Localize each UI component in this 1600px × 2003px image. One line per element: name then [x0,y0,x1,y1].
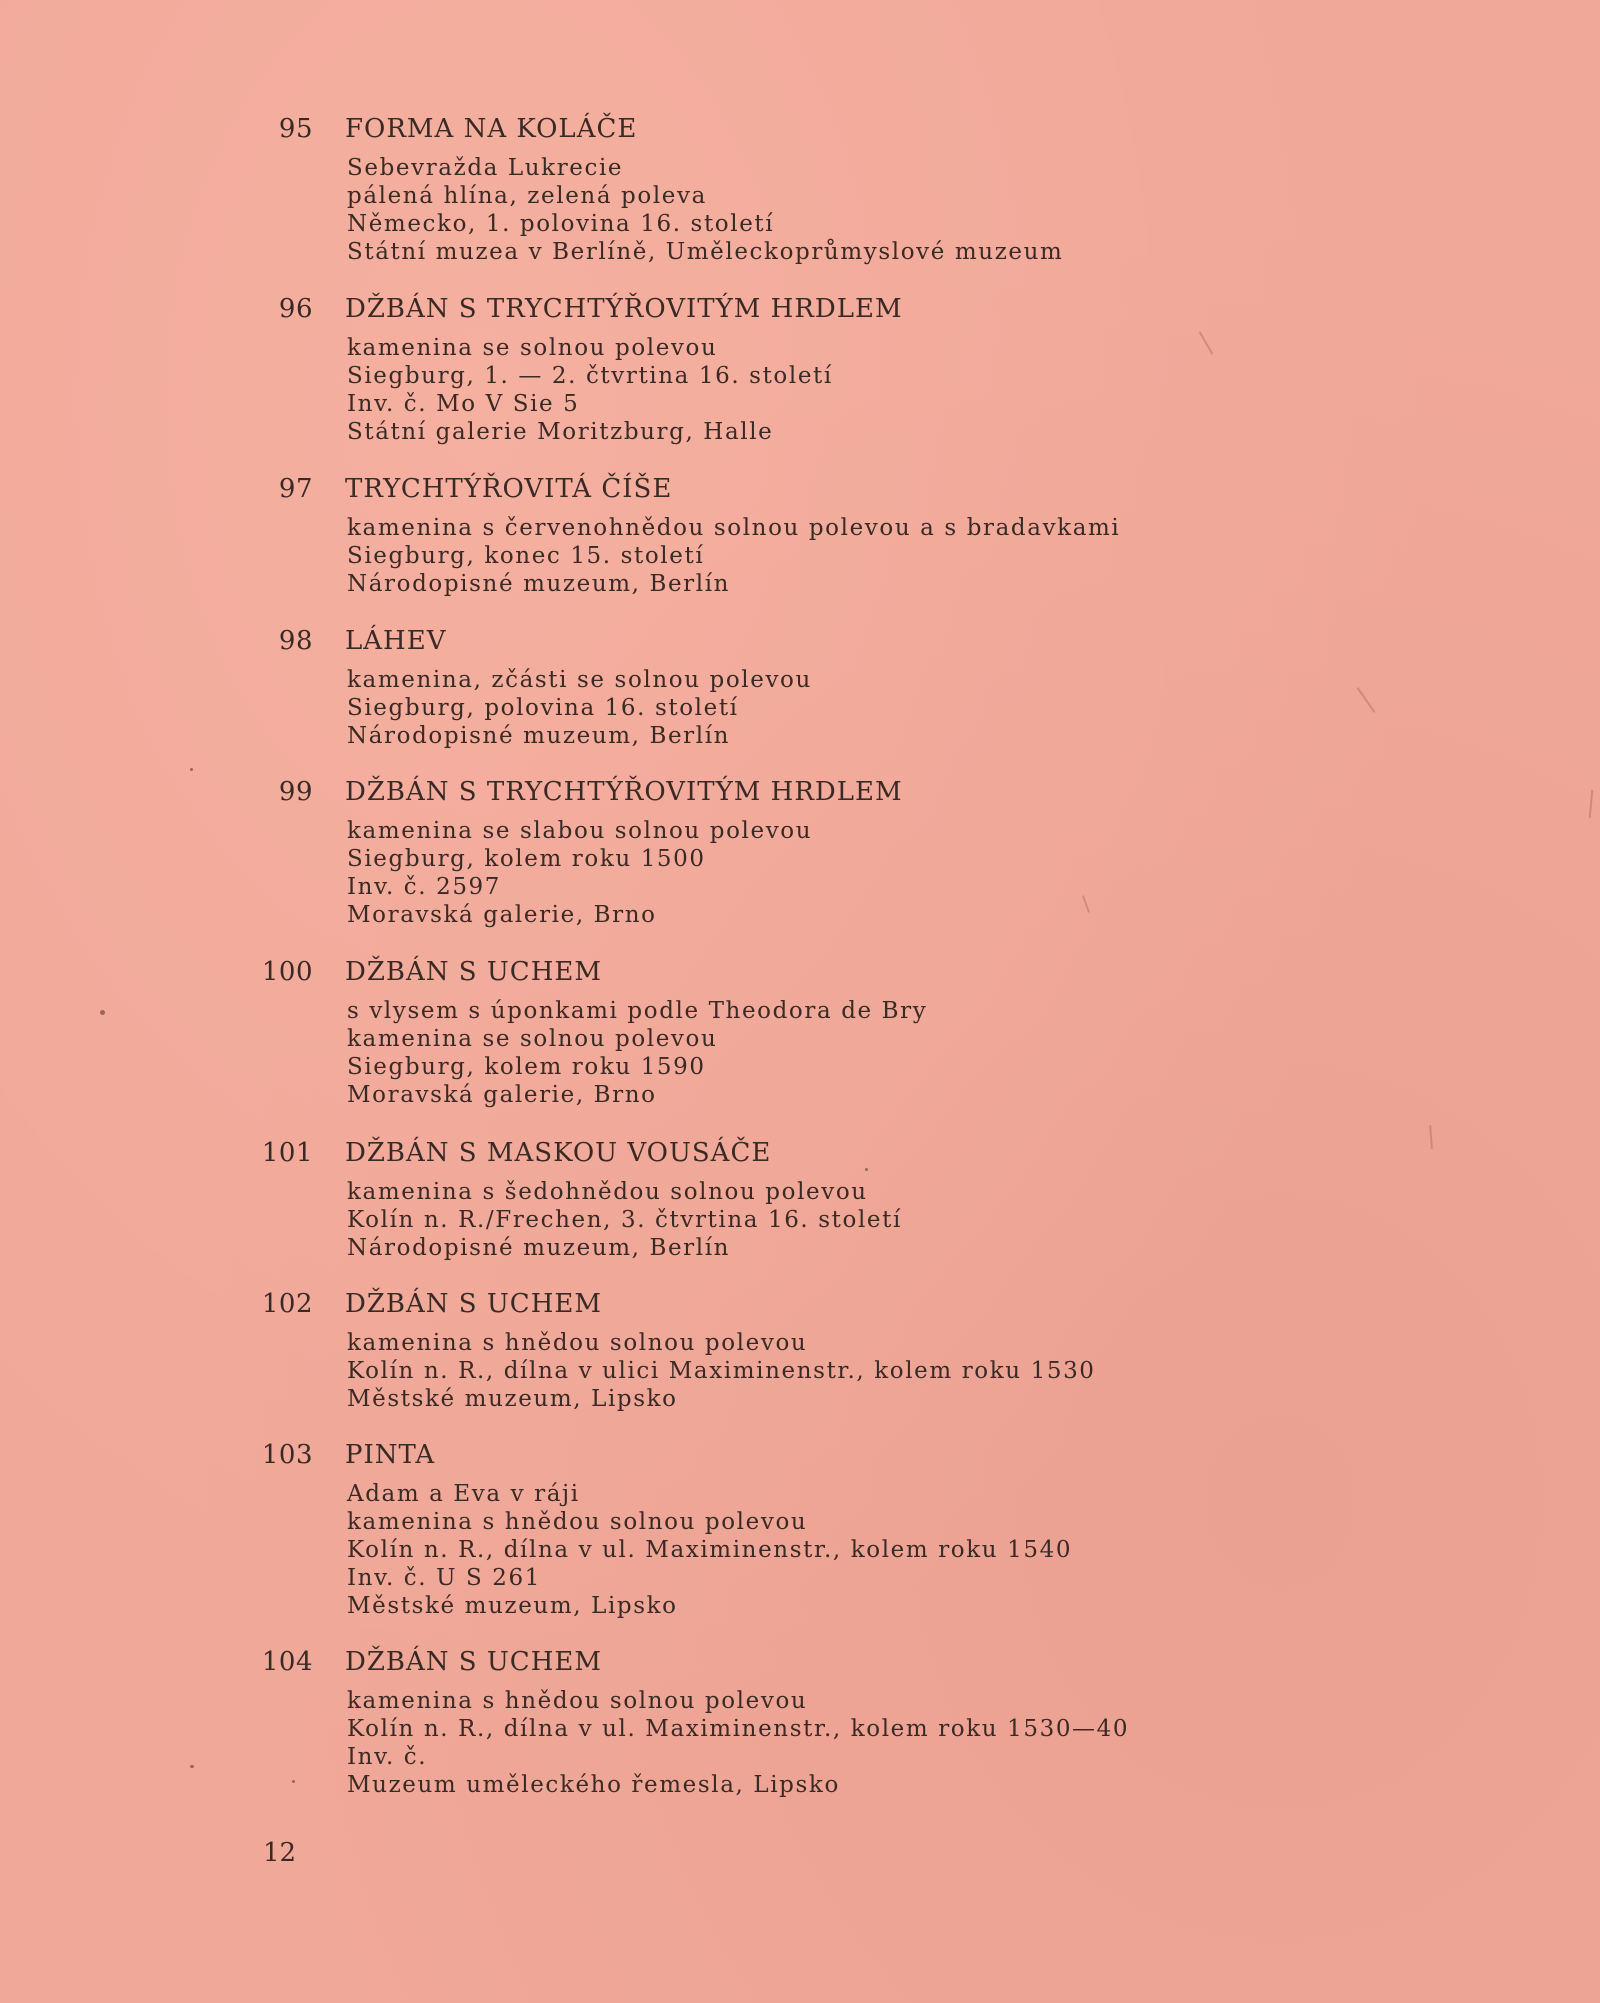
entry-detail-line: Státní muzea v Berlíně, Uměleckoprůmyslové muzeum [347,239,1064,265]
entry-title: DŽBÁN S TRYCHTÝŘOVITÝM HRDLEM [345,294,903,324]
entry-detail-line: Siegburg, konec 15. století [347,543,705,569]
entry-details [347,997,927,1109]
entry-detail-line: Inv. č. Mo V Sie 5 [347,391,580,417]
entry-detail-line: Městské muzeum, Lipsko [347,1386,678,1412]
entry-detail-line: Moravská galerie, Brno [347,1082,657,1108]
entry-details [347,1687,1129,1799]
entry-number: 95 [278,114,313,144]
entry-detail-line: pálená hlína, zelená poleva [347,183,707,209]
entry-title: DŽBÁN S TRYCHTÝŘOVITÝM HRDLEM [345,777,903,807]
entry-detail-line: Inv. č. U S 261 [347,1565,541,1591]
entry-detail-line: Siegburg, kolem roku 1590 [347,1054,706,1080]
entry-detail-line: Siegburg, polovina 16. století [347,695,739,721]
entry-title: DŽBÁN S UCHEM [345,1289,602,1319]
entry-title: FORMA NA KOLÁČE [345,114,638,144]
entry-detail-line: kamenina se solnou polevou [347,335,718,361]
entry-details [347,817,812,929]
entry-title: TRYCHTÝŘOVITÁ ČÍŠE [345,474,673,504]
entry-number: 101 [261,1138,313,1168]
entry-number: 103 [261,1440,313,1470]
paper-speck [190,768,193,771]
entry-detail-line: Národopisné muzeum, Berlín [347,1235,731,1261]
entry-detail-line: Inv. č. 2597 [347,874,502,900]
entry-number: 100 [261,957,313,987]
entry-number: 104 [261,1647,313,1677]
entry-detail-line: kamenina s hnědou solnou polevou [347,1688,808,1714]
entry-details [347,154,1063,266]
entry-detail-line: kamenina s hnědou solnou polevou [347,1509,808,1535]
entry-detail-line: Kolín n. R., dílna v ul. Maximinenstr., kolem roku 1530—40 [347,1716,1130,1742]
entry-title: DŽBÁN S MASKOU VOUSÁČE [345,1138,772,1168]
entry-detail-line: kamenina s hnědou solnou polevou [347,1330,808,1356]
entry-details [347,1178,902,1262]
paper-speck [865,1168,868,1171]
entry-detail-line: Kolín n. R., dílna v ul. Maximinenstr., kolem roku 1540 [347,1537,1073,1563]
entry-details [347,1480,1072,1620]
entry-detail-line: s vlysem s úponkami podle Theodora de Bry [347,998,928,1024]
entry-title: DŽBÁN S UCHEM [345,957,602,987]
entry-detail-line: Státní galerie Moritzburg, Halle [347,419,774,445]
entry-details [347,1329,1096,1413]
entry-detail-line: Muzeum uměleckého řemesla, Lipsko [347,1772,840,1798]
entry-detail-line: Inv. č. [347,1744,428,1770]
entry-detail-line: Kolín n. R., dílna v ulici Maximinenstr., kolem roku 1530 [347,1358,1096,1384]
entry-detail-line: kamenina s šedohnědou solnou polevou [347,1179,868,1205]
entry-detail-line: kamenina se solnou polevou [347,1026,718,1052]
entry-number: 98 [278,626,313,656]
paper-fiber [1589,790,1593,818]
entry-detail-line: Siegburg, 1. — 2. čtvrtina 16. století [347,363,833,389]
entry-detail-line: Kolín n. R./Frechen, 3. čtvrtina 16. století [347,1207,902,1233]
entry-details [347,334,833,446]
entry-detail-line: Moravská galerie, Brno [347,902,657,928]
entry-detail-line: kamenina se slabou solnou polevou [347,818,813,844]
paper-speck [190,1765,194,1768]
entry-title: PINTA [345,1440,436,1470]
entry-detail-line: Městské muzeum, Lipsko [347,1593,678,1619]
entry-detail-line: Adam a Eva v ráji [347,1481,580,1507]
page-number: 12 [263,1838,297,1868]
paper-fiber [1199,331,1214,355]
entry-detail-line: kamenina, zčásti se solnou polevou [347,667,812,693]
entry-detail-line: Německo, 1. polovina 16. století [347,211,775,237]
entry-number: 97 [278,474,313,504]
entry-detail-line: Sebevražda Lukrecie [347,155,624,181]
entry-detail-line: Národopisné muzeum, Berlín [347,571,731,597]
entry-number: 99 [278,777,313,807]
paper-speck [100,1010,105,1015]
entry-details [347,666,812,750]
entry-detail-line: kamenina s červenohnědou solnou polevou a s bradavkami [347,515,1121,541]
paper-speck [292,1780,295,1783]
entry-title: LÁHEV [345,626,447,656]
paper-fiber [1357,687,1376,713]
entry-title: DŽBÁN S UCHEM [345,1647,602,1677]
entry-number: 96 [278,294,313,324]
paper-fiber [1429,1125,1433,1149]
entry-detail-line: Siegburg, kolem roku 1500 [347,846,706,872]
entry-detail-line: Národopisné muzeum, Berlín [347,723,731,749]
paper-fiber [1082,895,1090,913]
entry-number: 102 [261,1289,313,1319]
entry-details [347,514,1120,598]
